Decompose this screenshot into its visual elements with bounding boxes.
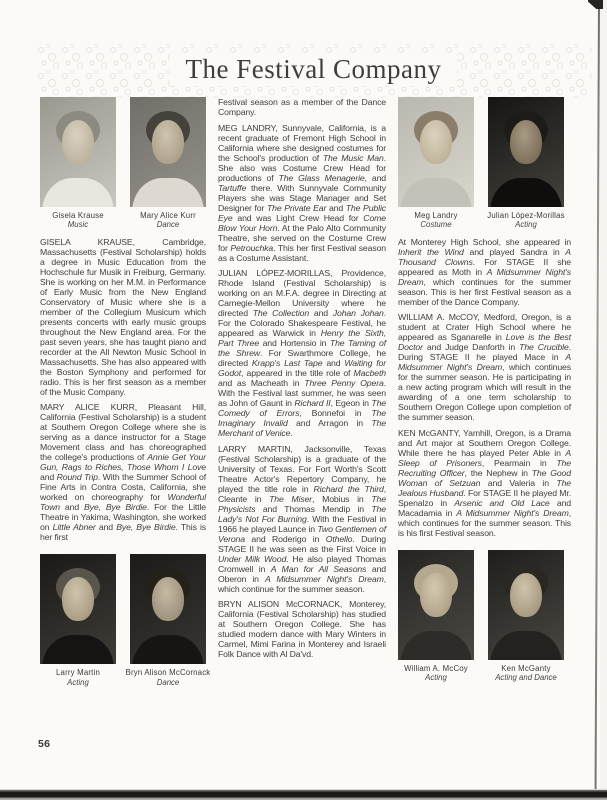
face-shape xyxy=(510,120,542,164)
bio-gisela-krause: GISELA KRAUSE, Cambridge, Massachusetts (Festival Scholarship) holds a degree in Music Education from the Hochschule fur Musik in Freiburg, Germany. She is working on her M.M. in Performance of Early Music from the New England Conservatory of Music where she is a member of the Collegium Musicum which presents concerts with early music groups throughout the New England area. For the past seven years, she has taught piano and recorder at the All Newton Music School in Massachusetts. She has also appeared with the Boston Symphony and performed for radio. This is her first season as a member of the Music Company. xyxy=(40,236,206,397)
bio-bryn-alison-mccornack: BRYN ALISON McCORNACK, Monterey, California (Festival Scholarship) has studied at Southern Oregon College. She has studied modern dance with Mary Winters in Carmel, Mimi Farina in Monterey and Israeli Folk Dance with Al Da'vd. xyxy=(218,599,386,659)
column-middle xyxy=(218,97,386,665)
torso-shape xyxy=(42,635,114,664)
photo-caption xyxy=(52,211,104,230)
photo-row-bottom-right xyxy=(398,550,571,683)
portrait-photo xyxy=(488,550,564,660)
portrait-mary-alice-kurr xyxy=(130,97,206,230)
photo-name: William A. McCoy xyxy=(404,663,468,673)
photo-caption xyxy=(126,668,211,687)
bio-william-a-mccoy: WILLIAM A. McCOY, Medford, Oregon, is a student at Crater High School where he appeared as Sganarelle in Love is the Best Doctor and Judge Danforth in The Crucible. During STAGE II he played Mace in A Midsummer Night's Dream, which continues for the summer season. He is participating in a new acting program which will result in the awarding of a one term scholarship to Southern Oregon College upon completion of the summer season. xyxy=(398,312,572,423)
torso-shape xyxy=(490,178,562,207)
photo-name: Meg Landry xyxy=(414,211,458,220)
photo-role: Dance xyxy=(156,220,180,230)
torso-shape xyxy=(400,178,472,207)
bio-continuation-mary-alice-kurr: Festival season as a member of the Dance Company. xyxy=(218,97,386,117)
photo-row-top-left xyxy=(40,97,206,230)
scan-bottom-edge xyxy=(0,789,607,800)
face-shape xyxy=(420,120,452,164)
portrait-photo xyxy=(40,554,116,664)
portrait-photo xyxy=(130,554,206,664)
bio-mary-alice-kurr: MARY ALICE KURR, Pleasant Hill, California (Festival Scholarship) is a student at Southern Oregon College where she is serving as a dance instructor for a Stage Movement class and has choreographed the college's productions of Annie Get Your Gun, Rags to Riches, Those Whom I Love and Round Trip. With the Summer School of Fine Arts in Contra Costa, California, she worked on choreography for Wonderful Town and Bye, Bye Birdie. For the Little Theatre in Yakima, Washington, she worked on Little Abner and Bye, Bye Birdie. This is her first xyxy=(40,402,207,543)
portrait-ken-mcganty xyxy=(488,550,564,683)
portrait-meg-landry xyxy=(398,97,474,230)
torso-shape xyxy=(400,631,472,660)
photo-role: Costume xyxy=(420,220,452,230)
corner-mark xyxy=(588,0,603,9)
photo-caption xyxy=(56,668,100,687)
photo-caption xyxy=(487,211,564,230)
portrait-photo xyxy=(398,550,474,660)
portrait-gisela-krause xyxy=(40,97,116,230)
column-left xyxy=(40,97,211,694)
photo-role: Acting xyxy=(425,673,447,683)
face-shape xyxy=(420,573,452,617)
portrait-julian-lopez-morillas xyxy=(488,97,564,230)
photo-name: Mary Alice Kurr xyxy=(140,211,196,220)
photo-name: Julian López-Morillas xyxy=(487,211,565,220)
photo-caption xyxy=(404,664,468,683)
bio-continuation-bryn-alison-mccornack: At Monterey High School, she appeared in Inherit the Wind and played Sandra in A Thousand Clowns. For STAGE II she appeared as Moth in A Midsummer Night's Dream, which continues for the summer season. This is her first Festival season as a member of the Dance Company. xyxy=(398,236,572,307)
face-shape xyxy=(62,577,94,621)
portrait-photo xyxy=(488,97,564,207)
page-number: 56 xyxy=(38,738,51,750)
face-shape xyxy=(62,120,94,164)
photo-role: Acting xyxy=(67,677,89,687)
portrait-photo xyxy=(398,97,474,207)
photo-role: Acting xyxy=(515,220,537,230)
portrait-william-a-mccoy xyxy=(398,550,474,683)
bio-ken-mcganty: KEN McGANTY, Yamhill, Oregon, is a Drama and Art major at Southern Oregon College. While there he has played Peter Able in A Sleep of Prisoners, Pearmain in The Recruiting Officer, the Nephew in The Good Woman of Setzuan and Valeria in The Jealous Husband. For STAGE II he played Mr. Spenalzo in Arsenic and Old Lace and Macadamia in A Midsummer Night's Dream, which continues for the summer season. This is his first Festival season. xyxy=(398,427,572,538)
torso-shape xyxy=(490,631,562,660)
photo-role: Acting and Dance xyxy=(495,673,557,683)
photo-name: Ken McGanty xyxy=(501,663,551,673)
bio-julian-lopez-morillas: JULIAN LÓPEZ-MORILLAS, Providence, Rhode Island (Festival Scholarship) is working on an M.F.A. degree in Directing at Carnegie-Mellon University where he directed The Collection and Johan Johan. For the Colorado Shakespeare Festival, he appeared as Warwick in Henry the Sixth, Part Three and Hortensio in The Taming of the Shrew. For Swarthmore College, he directed Krapp's Last Tape and Waiting for Godot, appeared in the title role of Macbeth and as Macheath in Three Penny Opera. With the Festival last summer, he was seen as John of Gaunt in Richard II, Egeon in The Comedy of Errors, Bonnefoi in The Imaginary Invalid and Arragon in The Merchant of Venice. xyxy=(218,268,387,438)
torso-shape xyxy=(132,635,204,664)
portrait-photo xyxy=(40,97,116,207)
bio-larry-martin: LARRY MARTIN, Jacksonville, Texas (Festival Scholarship) is a graduate of the University of Texas. For Fort Worth's Scott Theatre Actor's Repertory Company, he played the title role in Richard the Third, Cleante in The Miser, Mobius in The Physicists and Thomas Mendip in The Lady's Not For Burning. With the Festival in 1966 he played Launce in Two Gentlemen of Verona and Roderigo in Othello. During STAGE II he was seen as the First Voice in Under Milk Wood. He also played Thomas Cromwell in A Man for All Seasons and Oberon in A Midsummer Night's Dream, which continue for the summer season. xyxy=(218,443,387,594)
torso-shape xyxy=(132,178,204,207)
column-right xyxy=(398,97,571,689)
portrait-larry-martin xyxy=(40,554,116,687)
photo-name: Larry Martin xyxy=(56,668,100,678)
photo-caption xyxy=(414,211,457,230)
photo-role: Music xyxy=(67,220,89,230)
photo-role: Dance xyxy=(156,677,180,687)
ornament-border xyxy=(35,44,592,98)
page-title: The Festival Company xyxy=(170,53,458,86)
face-shape xyxy=(152,120,184,164)
face-shape xyxy=(510,573,542,617)
portrait-photo xyxy=(130,97,206,207)
bio-meg-landry: MEG LANDRY, Sunnyvale, California, is a recent graduate of Fremont High School in California where she designed costumes for the School's production of The Music Man. She also was Costume Crew Head for productions of The Glass Menagerie, and Tartuffe there. With Sunnyvale Community Players she was Stage Manager and Set Designer for The Private Ear and The Public Eye and was Light Crew Head for Come Blow Your Horn. At the Palo Alto Community Theatre, she served on the Costume Crew for Petrouchka. This her first Festival season as a Costume Assistant. xyxy=(218,122,386,263)
portrait-bryn-alison-mccornack xyxy=(125,554,211,687)
photo-caption xyxy=(140,211,196,230)
photo-caption xyxy=(495,664,557,683)
photo-row-top-right xyxy=(398,97,571,230)
photo-row-bottom-left xyxy=(40,554,211,687)
page-edge-gutter xyxy=(600,0,607,800)
torso-shape xyxy=(42,178,114,207)
face-shape xyxy=(152,577,184,621)
photo-name: Bryn Alison McCornack xyxy=(125,668,211,678)
photo-name: Gisela Krause xyxy=(52,211,104,220)
